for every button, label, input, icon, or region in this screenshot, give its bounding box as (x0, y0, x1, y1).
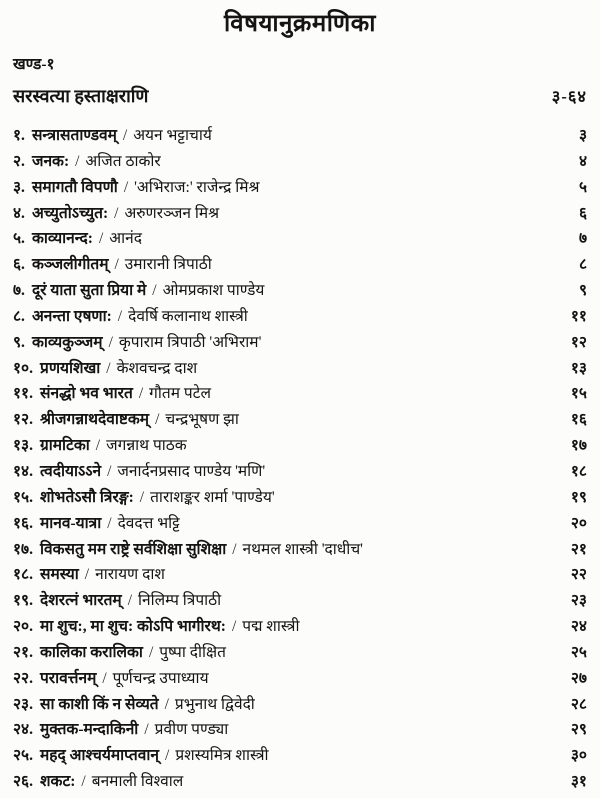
entry-page-number: ८ (578, 256, 587, 274)
entry-page-number: २८ (570, 695, 587, 713)
entry-author: अरुणरञ्जन मिश्र (124, 204, 220, 222)
entry-title: अच्युतोऽच्युत: (31, 204, 109, 222)
entry-title: संनद्धो भव भारत (40, 385, 133, 403)
entry-title: श्रीजगन्नाथदेवाष्टकम् (40, 411, 150, 429)
entry-page-number: २९ (570, 721, 587, 739)
entry-separator: / (81, 773, 86, 791)
entry-page-number: ३० (570, 747, 587, 765)
entry-title: मानव-यात्रा (40, 514, 102, 532)
toc-entry (13, 743, 587, 769)
entry-title: अनन्ता एषणा: (31, 307, 112, 325)
toc-entry (13, 304, 587, 330)
entry-title: परावर्त्तनम् (40, 669, 97, 687)
entry-title: मुक्तक-मन्दाकिनी (40, 721, 139, 739)
toc-entry (13, 201, 587, 227)
entry-number: २२. (13, 669, 33, 687)
toc-entry (13, 433, 587, 459)
entry-title: देशरत्नं भारतम् (40, 592, 122, 610)
entry-separator: / (107, 462, 112, 480)
toc-entry (13, 562, 587, 588)
entry-separator: / (155, 411, 160, 429)
entry-separator: / (84, 566, 90, 584)
toc-entry (13, 252, 587, 278)
entry-author: देवदत्त भट्टि (117, 514, 180, 532)
entry-author: जनार्दनप्रसाद पाण्डेय 'मणि' (117, 462, 266, 480)
entry-page-number: १५ (570, 385, 587, 403)
entry-page-number: ९ (578, 282, 587, 300)
entry-title: जनक: (31, 152, 70, 170)
entry-title: दूरं याता सुता प्रिया मे (31, 282, 147, 300)
entry-number: ४. (13, 204, 25, 222)
entry-number: १७. (13, 540, 33, 558)
entry-number: १३. (13, 437, 33, 455)
toc-entry (13, 123, 587, 149)
entry-number: १४. (13, 462, 33, 480)
entry-title: शकट: (40, 773, 76, 791)
entry-page-number: ७ (578, 230, 587, 248)
entry-separator: / (75, 152, 80, 170)
entry-title: सन्त्रासताण्डवम् (31, 127, 117, 144)
entry-author: जगन्नाथ पाठक (106, 437, 187, 455)
entry-separator: / (106, 359, 111, 377)
entry-title: ग्रामटिका (40, 437, 90, 455)
entry-number: २५. (13, 747, 33, 765)
entry-number: ८. (13, 307, 25, 325)
entry-title: कालिका करालिका (40, 643, 143, 661)
entry-author: गौतम पटेल (149, 385, 212, 403)
entry-separator: / (127, 592, 133, 610)
entry-separator: / (117, 307, 123, 325)
entry-separator: / (138, 385, 144, 403)
entry-separator: / (108, 333, 113, 351)
entry-page-number: ३ (578, 127, 587, 144)
toc-entry (13, 459, 587, 485)
entry-number: १८. (13, 566, 33, 584)
entry-title: समस्या (40, 566, 79, 584)
entry-page-number: ११ (570, 307, 587, 325)
entry-title: सा काशी किं न सेव्यते (40, 695, 159, 713)
section-page-range: ३-६४ (551, 87, 587, 106)
entry-page-number: २५ (570, 643, 587, 661)
entry-page-number: २१ (570, 540, 587, 558)
entry-author: प्रवीण पण्ड्या (154, 721, 229, 739)
entry-separator: / (152, 282, 157, 300)
entry-page-number: १७ (570, 437, 587, 455)
entry-author: अयन भट्टाचार्य (133, 127, 212, 144)
entry-separator: / (114, 256, 119, 274)
entry-separator: / (231, 618, 237, 636)
toc-entry (13, 537, 587, 563)
entry-number: २६. (13, 773, 33, 791)
entry-author: पद्म शास्त्री (242, 618, 300, 636)
entry-separator: / (144, 721, 149, 739)
entry-separator: / (98, 230, 104, 248)
entry-separator: / (122, 127, 128, 144)
entry-number: २१. (13, 643, 33, 661)
entry-author: प्रशस्यमित्र शास्त्री (175, 747, 269, 765)
entry-author: आनंद (109, 230, 142, 248)
entry-number: १०. (13, 359, 33, 377)
toc-entry (13, 356, 587, 382)
entry-separator: / (114, 204, 119, 222)
entry-page-number: १३ (570, 359, 587, 377)
entry-author: निलिम्प त्रिपाठी (138, 592, 222, 610)
entry-title: महद् आश्चर्यमाप्तवान् (40, 747, 159, 765)
entry-number: ५. (13, 230, 25, 248)
entry-number: २४. (13, 721, 33, 739)
entry-page-number: ३१ (570, 773, 587, 791)
toc-entry (13, 717, 587, 743)
entry-separator: / (139, 488, 145, 506)
entry-page-number: २० (570, 514, 587, 532)
toc-entry (13, 485, 587, 511)
entry-separator: / (232, 540, 237, 558)
toc-entry (13, 407, 587, 433)
entry-author: 'अभिराज:' राजेन्द्र मिश्र (134, 178, 260, 196)
entry-page-number: ६ (578, 204, 587, 222)
toc-entry (13, 226, 587, 252)
entry-title: त्वदीयाऽऽने (40, 462, 102, 480)
entry-author: प्रभुनाथ द्विवेदी (174, 695, 255, 713)
entry-author: कृपाराम त्रिपाठी 'अभिराम' (118, 333, 262, 351)
entry-author: नारायण दाश (95, 566, 165, 584)
entry-page-number: १२ (570, 333, 587, 351)
entry-author: केशवचन्द्र दाश (116, 359, 198, 377)
entry-title: काव्यकुञ्जम् (31, 333, 103, 351)
entry-author: चन्द्रभूषण झा (165, 411, 239, 429)
toc-entry (13, 588, 587, 614)
entry-number: १५. (13, 488, 33, 506)
entry-author: पुष्पा दीक्षित (159, 643, 226, 661)
toc-entry (13, 614, 587, 640)
toc-entry (13, 149, 587, 175)
entry-title: समागतौ विपणौ (31, 178, 118, 196)
toc-entry (13, 381, 587, 407)
entry-number: ११. (13, 385, 33, 403)
toc-entry (13, 692, 587, 718)
entry-page-number: २७ (570, 669, 587, 687)
section-heading: सरस्वत्या हस्ताक्षराणि (13, 86, 149, 106)
entry-author: ताराशङ्कर शर्मा 'पाण्डेय' (150, 488, 275, 506)
entry-number: ९. (13, 333, 25, 351)
entry-author: नथमल शास्त्री 'दाधीच' (242, 540, 363, 558)
entry-separator: / (107, 514, 112, 532)
entry-number: ६. (13, 256, 25, 274)
entry-title: काव्यानन्द: (31, 230, 93, 248)
entry-author: उमारानी त्रिपाठी (124, 256, 212, 274)
entry-number: २. (13, 152, 25, 170)
page-title: विषयानुक्रमणिका (224, 11, 376, 37)
entry-author: ओमप्रकाश पाण्डेय (162, 282, 265, 300)
entry-number: २३. (13, 695, 33, 713)
entry-number: १२. (13, 411, 33, 429)
section-label: खण्ड-१ (13, 56, 55, 73)
entry-title: कञ्जलीगीतम् (31, 256, 109, 274)
entry-number: ३. (13, 178, 25, 196)
entry-page-number: १६ (570, 411, 587, 429)
entry-author: पूर्णचन्द्र उपाध्याय (112, 669, 209, 687)
entry-separator: / (164, 695, 169, 713)
section-heading-row (13, 84, 587, 109)
entry-page-number: २३ (570, 592, 587, 610)
entry-separator: / (95, 437, 101, 455)
entry-number: २०. (13, 618, 33, 636)
entry-number: १६. (13, 514, 33, 532)
entry-title: शोभतेऽसौ त्रिरङ्ग: (40, 488, 134, 506)
entry-author: अजित ठाकोर (85, 152, 161, 170)
toc-entry (13, 330, 587, 356)
toc-entry (13, 769, 587, 795)
entry-list (13, 123, 587, 795)
toc-entry (13, 278, 587, 304)
entry-author: बनमाली विश्वाल (91, 773, 184, 791)
entry-number: १९. (13, 592, 33, 610)
entry-page-number: २२ (570, 566, 587, 584)
entry-page-number: ४ (578, 152, 587, 170)
toc-entry (13, 640, 587, 666)
toc-entry (13, 666, 587, 692)
entry-separator: / (102, 669, 107, 687)
entry-separator: / (123, 178, 129, 196)
toc-entry (13, 175, 587, 201)
entry-title: विकसतु मम राष्ट्रे सर्वशिक्षा सुशिक्षा (40, 540, 227, 558)
entry-separator: / (148, 643, 154, 661)
entry-number: ७. (13, 282, 25, 300)
entry-page-number: ५ (578, 178, 587, 196)
entry-title: प्रणयशिखा (40, 359, 101, 377)
entry-separator: / (165, 747, 170, 765)
entry-title: मा शुच:, मा शुच: कोऽपि भागीरथ: (40, 618, 226, 636)
toc-entry (13, 511, 587, 537)
entry-page-number: १९ (570, 488, 587, 506)
entry-page-number: १८ (570, 462, 587, 480)
entry-page-number: २४ (570, 618, 587, 636)
entry-number: १. (13, 127, 25, 144)
entry-author: देवर्षि कलानाथ शास्त्री (128, 307, 248, 325)
